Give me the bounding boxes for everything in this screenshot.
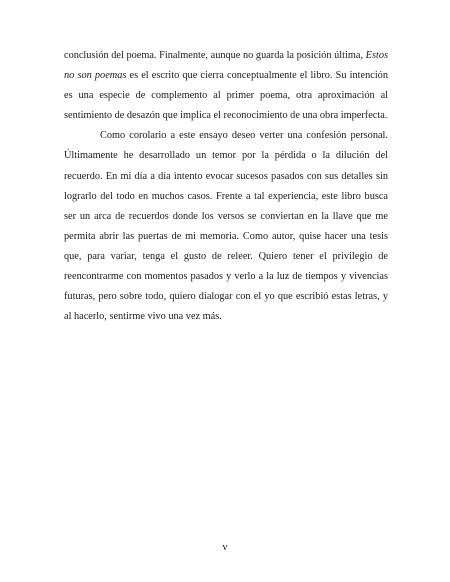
body-text [64,46,388,327]
page-number: v [222,542,228,553]
paragraph-confession: Como corolario a este ensayo deseo verter una confesión personal. Últimamente he desarrollado un temor por la pérdida o la dilución del recuerdo. En mi día a día intento evocar sucesos pasados con sus detalles sin lograrlo del todo en muchos casos. Frente a tal experiencia, este libro busca ser un arca de recuerdos donde los versos se conviertan en la llave que me permita abrir las puertas de mi memoria. Como autor, quise hacer una tesis que, para variar, tenga el gusto de releer. Quiero tener el privilegio de reencontrarme con momentos pasados y verlo a la luz de tiempos y vivencias futuras, pero sobre todo, quiero dialogar con el yo que escribió estas letras, y al hacerlo, sentirme vivo una vez más. [64,130,388,323]
paragraph-text: es el escrito que cierra conceptualmente el libro. Su intención es una especie de complemento al primer poema, otra aproximación al sentimiento de desazón que implica el reconocimiento de una obra imperfecta. [64,70,388,122]
paragraph-continuation [64,46,388,126]
book-title-italic: Estos no son poemas [64,50,388,82]
paragraph-text: conclusión del poema. Finalmente, aunque no guarda la posición última, [64,50,366,61]
